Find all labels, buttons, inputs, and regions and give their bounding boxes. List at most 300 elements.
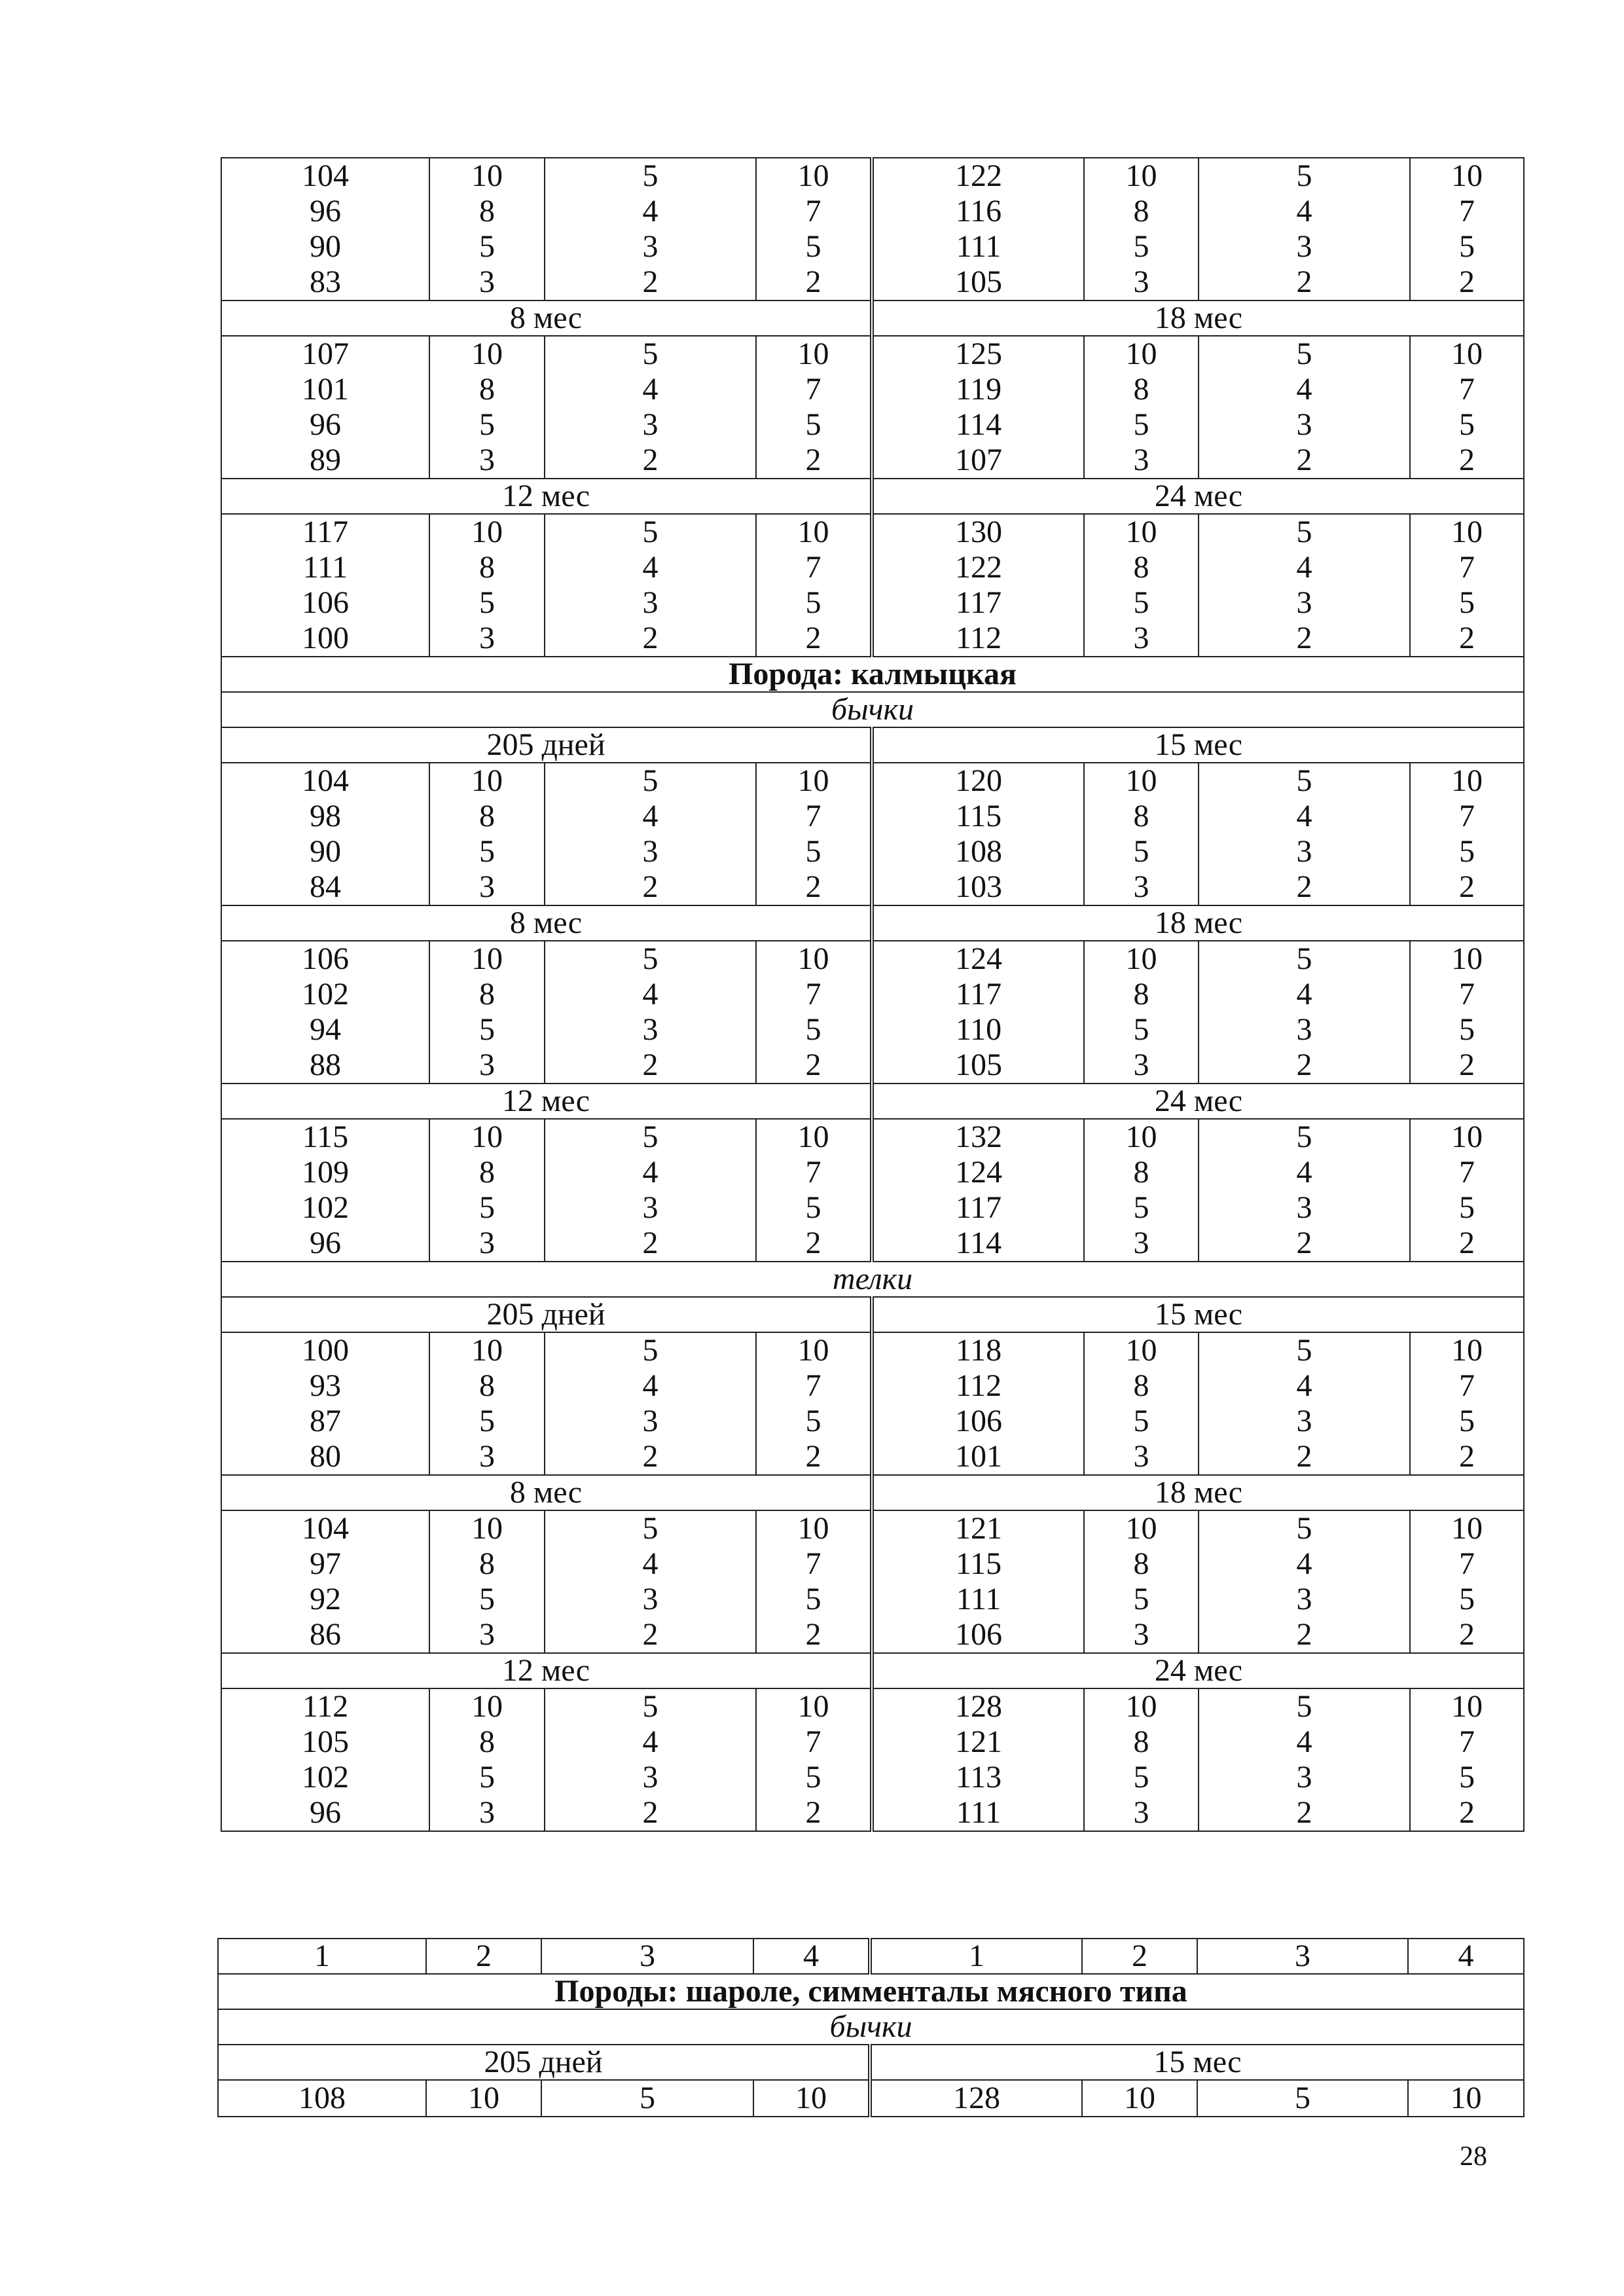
cell-value: 10	[471, 515, 503, 549]
cell-value: 8	[479, 1546, 495, 1581]
cell-value: 3	[642, 229, 659, 264]
cell-value: 2	[1459, 443, 1475, 477]
cell-value: 3	[1133, 869, 1149, 904]
cell-value: 8	[1133, 1155, 1149, 1190]
cell-value: 3	[1296, 585, 1312, 620]
cell-value: 5	[642, 337, 659, 371]
cell-value: 5	[642, 941, 659, 976]
page-number: 28	[1460, 2141, 1487, 2172]
age-header-left: 12 мес	[221, 1084, 872, 1119]
score-cell	[1410, 1332, 1524, 1475]
cell-value: 5	[1296, 515, 1312, 549]
cell-value: 10	[1125, 1511, 1157, 1546]
cell-value: 5	[642, 1511, 659, 1546]
cell-value: 4	[1296, 1368, 1312, 1403]
cell-value: 4	[642, 977, 659, 1011]
score-cell	[429, 763, 545, 905]
cell-value: 10	[1451, 763, 1483, 798]
cell-value: 8	[1133, 977, 1149, 1011]
cell-value: 5	[1133, 407, 1149, 442]
cell-value: 102	[302, 1190, 349, 1225]
column-number: 1	[870, 1939, 1082, 1974]
cell-value: 8	[479, 372, 495, 407]
table-row	[221, 763, 1524, 905]
cell-value: 120	[955, 763, 1002, 798]
age-header-right: 18 мес	[872, 1475, 1524, 1510]
cell-value: 2	[805, 1795, 821, 1830]
sex-label: бычки	[221, 692, 1524, 727]
cell-value: 2	[642, 1439, 659, 1474]
cell-value: 8	[479, 799, 495, 833]
cell-value: 108	[955, 834, 1002, 869]
cell-value: 104	[302, 158, 349, 193]
cell-value: 3	[479, 1795, 495, 1830]
age-header-left: 8 мес	[221, 1475, 872, 1510]
cell-value: 5	[1296, 763, 1312, 798]
age-header-row	[221, 1084, 1524, 1119]
cell-value: 3	[1296, 407, 1312, 442]
cell-value: 10	[797, 941, 829, 976]
cell-value: 2	[805, 621, 821, 655]
score-cell	[872, 336, 1084, 479]
cell-value: 10	[471, 158, 503, 193]
cell-value: 115	[955, 1546, 1002, 1581]
cell-value: 10	[1125, 1689, 1157, 1724]
cell-value: 3	[1296, 1582, 1312, 1616]
cell-value: 114	[955, 1226, 1002, 1260]
cell-value: 7	[805, 1724, 821, 1759]
score-cell	[1199, 514, 1410, 657]
cell-value: 2	[805, 1226, 821, 1260]
age-header-row	[221, 479, 1524, 514]
cell-value: 104	[302, 1511, 349, 1546]
cell-value: 98	[310, 799, 341, 833]
cell-value: 7	[805, 799, 821, 833]
cell-value: 3	[1133, 1048, 1149, 1082]
cell-value: 2	[1296, 1439, 1312, 1474]
cell-value: 2	[1459, 621, 1475, 655]
cell-value: 86	[310, 1617, 341, 1652]
score-cell	[221, 1119, 429, 1262]
cell-value: 7	[1459, 799, 1475, 833]
cell-value: 2	[1296, 1048, 1312, 1082]
table-row	[221, 941, 1524, 1084]
cell-value: 132	[955, 1120, 1002, 1154]
score-cell	[221, 941, 429, 1084]
cell-value: 4	[642, 1546, 659, 1581]
cell-value: 5	[479, 834, 495, 869]
cell-value: 10	[1451, 1511, 1483, 1546]
cell-value: 4	[642, 1368, 659, 1403]
score-cell	[1084, 158, 1199, 301]
column-number: 4	[1408, 1939, 1524, 1974]
cell-value: 2	[1296, 1617, 1312, 1652]
cell-value: 2	[1459, 1795, 1475, 1830]
cell-value: 7	[1459, 194, 1475, 228]
table-row	[221, 1510, 1524, 1653]
breed-title-row	[221, 657, 1524, 692]
cell-value: 3	[1133, 1439, 1149, 1474]
cell-value: 3	[1296, 1760, 1312, 1795]
score-cell: 108	[218, 2080, 426, 2117]
score-cell	[1199, 763, 1410, 905]
cell-value: 5	[479, 407, 495, 442]
column-number-row	[218, 1939, 1524, 1974]
sex-label: телки	[221, 1262, 1524, 1297]
age-header-left: 8 мес	[221, 905, 872, 941]
cell-value: 5	[805, 229, 821, 264]
cell-value: 7	[805, 1546, 821, 1581]
cell-value: 5	[479, 1760, 495, 1795]
cell-value: 10	[1451, 515, 1483, 549]
cell-value: 2	[642, 1048, 659, 1082]
score-cell	[1410, 1510, 1524, 1653]
score-cell	[221, 158, 429, 301]
cell-value: 10	[471, 1511, 503, 1546]
cell-value: 7	[805, 372, 821, 407]
score-cell	[1199, 1688, 1410, 1831]
cell-value: 121	[955, 1724, 1002, 1759]
cell-value: 2	[805, 1048, 821, 1082]
cell-value: 7	[1459, 372, 1475, 407]
cell-value: 4	[1296, 372, 1312, 407]
cell-value: 5	[1133, 1012, 1149, 1047]
cell-value: 8	[479, 1368, 495, 1403]
age-header-right: 24 мес	[872, 1084, 1524, 1119]
cell-value: 4	[1296, 1155, 1312, 1190]
cell-value: 3	[642, 585, 659, 620]
cell-value: 5	[1133, 229, 1149, 264]
cell-value: 88	[310, 1048, 341, 1082]
cell-value: 5	[1459, 407, 1475, 442]
score-cell	[872, 763, 1084, 905]
cell-value: 2	[642, 1617, 659, 1652]
sex-label: бычки	[218, 2009, 1524, 2045]
cell-value: 10	[797, 1333, 829, 1368]
cell-value: 10	[471, 941, 503, 976]
age-header-right: 24 мес	[872, 1653, 1524, 1688]
cell-value: 107	[955, 443, 1002, 477]
cell-value: 8	[1133, 1368, 1149, 1403]
age-header-row	[218, 2045, 1524, 2080]
score-cell: 10	[1082, 2080, 1197, 2117]
score-cell	[221, 1510, 429, 1653]
score-cell	[1084, 1332, 1199, 1475]
cell-value: 3	[1296, 1404, 1312, 1438]
score-cell	[545, 158, 756, 301]
score-cell: 10	[426, 2080, 541, 2117]
cell-value: 111	[956, 1795, 1001, 1830]
cell-value: 5	[642, 763, 659, 798]
cell-value: 92	[310, 1582, 341, 1616]
cell-value: 2	[805, 1439, 821, 1474]
cell-value: 2	[642, 621, 659, 655]
score-cell	[1410, 1688, 1524, 1831]
age-header-left: 205 дней	[218, 2045, 870, 2080]
score-cell	[221, 336, 429, 479]
cell-value: 3	[642, 1404, 659, 1438]
cell-value: 5	[479, 1582, 495, 1616]
cell-value: 8	[479, 1155, 495, 1190]
breed-title: Порода: калмыцкая	[221, 657, 1524, 692]
score-cell	[756, 1119, 872, 1262]
cell-value: 10	[1125, 1120, 1157, 1154]
cell-value: 3	[479, 264, 495, 299]
cell-value: 106	[302, 585, 349, 620]
score-cell	[545, 1332, 756, 1475]
score-cell	[1084, 1510, 1199, 1653]
cell-value: 5	[1296, 941, 1312, 976]
age-header-row	[221, 1653, 1524, 1688]
score-cell: 5	[541, 2080, 753, 2117]
cell-value: 3	[479, 621, 495, 655]
cell-value: 84	[310, 869, 341, 904]
cell-value: 7	[1459, 1155, 1475, 1190]
age-header-right: 15 мес	[872, 727, 1524, 763]
cell-value: 5	[805, 1760, 821, 1795]
cell-value: 10	[797, 1689, 829, 1724]
cell-value: 3	[642, 1582, 659, 1616]
cell-value: 4	[642, 372, 659, 407]
cell-value: 10	[797, 158, 829, 193]
cell-value: 96	[310, 407, 341, 442]
cell-value: 8	[1133, 1724, 1149, 1759]
cell-value: 5	[1296, 1511, 1312, 1546]
cell-value: 4	[642, 194, 659, 228]
cell-value: 106	[955, 1404, 1002, 1438]
cell-value: 96	[310, 194, 341, 228]
table-row	[221, 1119, 1524, 1262]
cell-value: 4	[1296, 799, 1312, 833]
cell-value: 87	[310, 1404, 341, 1438]
score-cell	[1410, 336, 1524, 479]
cell-value: 5	[805, 834, 821, 869]
column-number: 2	[1082, 1939, 1197, 1974]
score-cell	[1199, 1119, 1410, 1262]
score-cell	[756, 1688, 872, 1831]
cell-value: 97	[310, 1546, 341, 1581]
cell-value: 10	[1451, 1689, 1483, 1724]
cell-value: 2	[642, 869, 659, 904]
cell-value: 118	[955, 1333, 1002, 1368]
cell-value: 113	[955, 1760, 1002, 1795]
cell-value: 5	[642, 158, 659, 193]
score-cell	[872, 514, 1084, 657]
cell-value: 89	[310, 443, 341, 477]
cell-value: 5	[1133, 1760, 1149, 1795]
cell-value: 10	[797, 1511, 829, 1546]
cell-value: 4	[1296, 550, 1312, 585]
cell-value: 3	[1133, 1617, 1149, 1652]
cell-value: 100	[302, 621, 349, 655]
cell-value: 107	[302, 337, 349, 371]
cell-value: 10	[797, 1120, 829, 1154]
column-number: 1	[218, 1939, 426, 1974]
age-header-right: 18 мес	[872, 905, 1524, 941]
breed-title: Породы: шароле, симменталы мясного типа	[218, 1974, 1524, 2009]
cell-value: 2	[805, 869, 821, 904]
table-row	[221, 1332, 1524, 1475]
cell-value: 100	[302, 1333, 349, 1368]
cell-value: 10	[471, 1689, 503, 1724]
cell-value: 7	[1459, 977, 1475, 1011]
score-cell	[1410, 514, 1524, 657]
cell-value: 128	[955, 1689, 1002, 1724]
cell-value: 5	[1133, 585, 1149, 620]
cell-value: 122	[955, 158, 1002, 193]
cell-value: 7	[1459, 1546, 1475, 1581]
cell-value: 101	[955, 1439, 1002, 1474]
cell-value: 2	[1459, 1439, 1475, 1474]
cell-value: 8	[479, 1724, 495, 1759]
cell-value: 10	[1125, 1333, 1157, 1368]
age-header-left: 205 дней	[221, 1297, 872, 1332]
cell-value: 125	[955, 337, 1002, 371]
score-cell	[429, 1119, 545, 1262]
cell-value: 7	[805, 550, 821, 585]
cell-value: 5	[642, 1120, 659, 1154]
age-header-row	[221, 1297, 1524, 1332]
cell-value: 5	[1296, 158, 1312, 193]
score-cell	[429, 158, 545, 301]
cell-value: 2	[1296, 1226, 1312, 1260]
score-cell	[756, 1510, 872, 1653]
table-row	[221, 514, 1524, 657]
score-cell	[1084, 1688, 1199, 1831]
cell-value: 5	[1459, 1190, 1475, 1225]
cell-value: 103	[955, 869, 1002, 904]
cell-value: 102	[302, 1760, 349, 1795]
cell-value: 124	[955, 1155, 1002, 1190]
cell-value: 4	[1296, 977, 1312, 1011]
age-header-left: 8 мес	[221, 301, 872, 336]
cell-value: 10	[1125, 337, 1157, 371]
cell-value: 3	[1133, 443, 1149, 477]
table-row	[221, 158, 1524, 301]
score-cell	[545, 514, 756, 657]
score-cell	[429, 1332, 545, 1475]
cell-value: 122	[955, 550, 1002, 585]
score-cell	[1084, 941, 1199, 1084]
score-cell	[872, 158, 1084, 301]
cell-value: 2	[642, 264, 659, 299]
score-cell	[1410, 1119, 1524, 1262]
age-header-row	[221, 727, 1524, 763]
score-cell	[545, 1688, 756, 1831]
cell-value: 10	[1451, 941, 1483, 976]
cell-value: 7	[805, 1155, 821, 1190]
table-row	[221, 336, 1524, 479]
cell-value: 3	[1296, 1190, 1312, 1225]
cell-value: 105	[955, 1048, 1002, 1082]
age-header-left: 12 мес	[221, 1653, 872, 1688]
cell-value: 2	[1296, 869, 1312, 904]
cell-value: 7	[805, 1368, 821, 1403]
cell-value: 8	[1133, 799, 1149, 833]
cell-value: 121	[955, 1511, 1002, 1546]
cell-value: 5	[805, 585, 821, 620]
score-cell	[1084, 336, 1199, 479]
cell-value: 5	[1296, 337, 1312, 371]
cell-value: 4	[1296, 1546, 1312, 1581]
cell-value: 10	[1451, 158, 1483, 193]
column-number: 3	[541, 1939, 753, 1974]
cell-value: 5	[1459, 585, 1475, 620]
cell-value: 3	[479, 1617, 495, 1652]
score-cell	[1199, 336, 1410, 479]
score-cell	[1084, 763, 1199, 905]
age-header-row	[221, 1475, 1524, 1510]
cell-value: 80	[310, 1439, 341, 1474]
age-header-right: 15 мес	[870, 2045, 1524, 2080]
cell-value: 5	[1133, 1404, 1149, 1438]
cell-value: 5	[1459, 1760, 1475, 1795]
cell-value: 5	[642, 515, 659, 549]
cell-value: 5	[1459, 229, 1475, 264]
cell-value: 115	[955, 799, 1002, 833]
score-cell	[545, 336, 756, 479]
cell-value: 5	[805, 1582, 821, 1616]
cell-value: 5	[805, 1190, 821, 1225]
cell-value: 3	[1133, 1226, 1149, 1260]
cell-value: 3	[479, 1439, 495, 1474]
cell-value: 3	[479, 869, 495, 904]
cell-value: 2	[642, 1795, 659, 1830]
cell-value: 4	[1296, 194, 1312, 228]
cell-value: 105	[955, 264, 1002, 299]
sex-row	[218, 2009, 1524, 2045]
cell-value: 5	[1133, 1582, 1149, 1616]
cell-value: 112	[955, 621, 1002, 655]
cell-value: 8	[479, 550, 495, 585]
cell-value: 106	[302, 941, 349, 976]
cell-value: 5	[1459, 1404, 1475, 1438]
age-header-left: 205 дней	[221, 727, 872, 763]
cell-value: 10	[1451, 1120, 1483, 1154]
cell-value: 3	[479, 443, 495, 477]
cell-value: 10	[471, 1333, 503, 1368]
cell-value: 5	[642, 1689, 659, 1724]
score-cell	[756, 941, 872, 1084]
score-cell	[1084, 1119, 1199, 1262]
score-cell	[756, 763, 872, 905]
cell-value: 117	[955, 977, 1002, 1011]
score-cell	[545, 763, 756, 905]
cell-value: 5	[1133, 1190, 1149, 1225]
cell-value: 96	[310, 1226, 341, 1260]
cell-value: 116	[955, 194, 1002, 228]
age-header-row	[221, 301, 1524, 336]
table-row	[221, 1688, 1524, 1831]
cell-value: 90	[310, 834, 341, 869]
cell-value: 117	[955, 1190, 1002, 1225]
column-number: 3	[1197, 1939, 1408, 1974]
cell-value: 7	[1459, 550, 1475, 585]
cell-value: 5	[1459, 1012, 1475, 1047]
cell-value: 2	[805, 1617, 821, 1652]
cell-value: 83	[310, 264, 341, 299]
cell-value: 112	[955, 1368, 1002, 1403]
cell-value: 5	[642, 1333, 659, 1368]
score-cell	[1410, 158, 1524, 301]
cell-value: 3	[1296, 1012, 1312, 1047]
cell-value: 96	[310, 1795, 341, 1830]
score-cell	[756, 336, 872, 479]
cell-value: 7	[805, 194, 821, 228]
score-cell	[872, 1688, 1084, 1831]
cell-value: 5	[1296, 1120, 1312, 1154]
score-cell	[872, 1510, 1084, 1653]
